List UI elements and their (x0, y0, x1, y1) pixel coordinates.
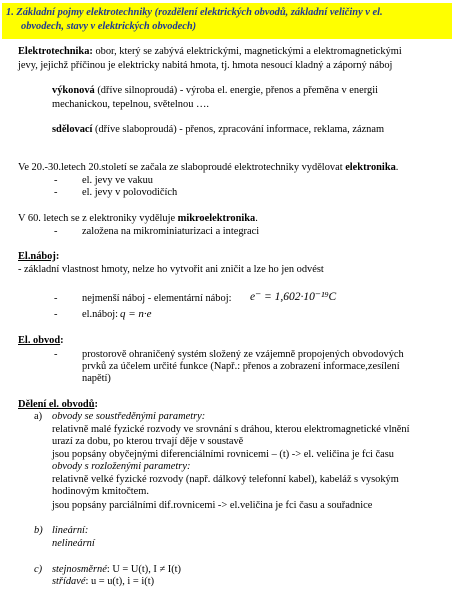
mikroelektronika-dot: . (255, 213, 258, 224)
obvod-line-3: napětí) (82, 373, 111, 384)
deleni-a-title: obvody se soustředěnými parametry: (52, 411, 206, 422)
obvod-title: El. obvod (18, 335, 61, 346)
deleni-a-line-3: jsou popsány obyčejnými diferenciálními rovnicemi – (t) -> el. veličina je fci času (52, 449, 395, 460)
elektrotechnika-term: Elektrotechnika: (18, 46, 93, 57)
deleni-a2-line-1: relativně velké fyzické rozvody (např. dálkový telefonní kabel), kabeláž s vysokým (52, 474, 399, 485)
deleni-title-line (18, 399, 98, 411)
elektronika-item-1: el. jevy ve vakuu (82, 175, 153, 186)
sdelovaci-term: sdělovací (52, 124, 93, 135)
obvod-line-2: prvků za účelem určité funkce (Např.: přenos a zobrazení informace,zesílení (82, 361, 400, 372)
deleni-a-line-2: urazí za dobu, po kterou trvají děje v soustavě (52, 436, 244, 447)
deleni-b-label: b) (34, 525, 43, 536)
vykonova-text: (dříve silnoproudá) - výroba el. energie, přenos a přeměna v energii (94, 85, 378, 96)
elektronika-item-2: el. jevy v polovodičích (82, 187, 178, 198)
deleni-title: Dělení el. obvodů (18, 399, 95, 410)
deleni-a-line-1: relativně malé fyzické rozvody ve srovnání s dráhou, kterou elektromagnetické vlnění (52, 424, 410, 435)
deleni-a-label: a) (34, 411, 43, 422)
deleni-c-line-1 (52, 564, 181, 576)
elektronika-bullet-2: - (54, 187, 58, 198)
deleni-a2-title: obvody s rozloženými parametry: (52, 461, 191, 472)
naboj-item-1: nejmenší náboj - elementární náboj: (82, 293, 232, 304)
naboj-formula-1: e⁻ = 1,602·10⁻¹⁹C (250, 291, 337, 303)
naboj-line: - základní vlastnost hmoty, nelze ho vytvořit ani zničit a lze ho jen odvést (18, 264, 324, 275)
deleni-a2-line-3: jsou popsány parciálními dif.rovnicemi -> el.veličina je fci času a souřadnice (52, 500, 373, 511)
obvod-colon: : (60, 335, 64, 346)
naboj-colon: : (55, 251, 60, 262)
vykonova-line-1 (52, 85, 378, 97)
naboj-title: El.náboj (18, 251, 56, 262)
mikroelektronika-text: V 60. letech se z elektroniky vyděluje (18, 213, 178, 224)
mikroelektronika-line (18, 213, 258, 225)
deleni-c-label: c) (34, 564, 43, 575)
elektronika-term: elektronika (345, 162, 396, 173)
deleni-c-text-1: : U = U(t), I ≠ I(t) (106, 564, 182, 575)
mikroelektronika-term: mikroelektronika (177, 213, 256, 224)
mikroelektronika-bullet: - (54, 226, 58, 237)
deleni-b-line-2: nelineární (52, 538, 95, 549)
sdelovaci-text: (dříve slaboproudá) - přenos, zpracování informace, reklama, záznam (92, 124, 385, 135)
deleni-c-term-2: střídavé (52, 576, 86, 587)
elektrotechnika-line-1 (18, 46, 402, 58)
vykonova-term: výkonová (52, 85, 95, 96)
elektronika-line (18, 162, 398, 174)
heading-line-1: 1. Základní pojmy elektrotechniky (rozdělení elektrických obvodů, základní veličiny v el. (6, 7, 383, 18)
deleni-c-text-2: : u = u(t), i = i(t) (85, 576, 155, 587)
elektrotechnika-line-2: jevy, jejichž příčinou je elektricky nabitá hmota, tj. hmota nesoucí kladný a záporný náboj (18, 60, 393, 71)
deleni-b-line-1: lineární: (52, 525, 89, 536)
obvod-line-1: prostorově ohraničený systém složený ze vzájemně propojených obvodových (82, 349, 404, 360)
mikroelektronika-item: založena na mikrominiaturizaci a integraci (82, 226, 260, 237)
elektronika-text: Ve 20.-30.letech 20.století se začala ze slaboproudé elektrotechniky vydělovat (18, 162, 346, 173)
naboj-item-2: el.náboj: (82, 309, 119, 320)
naboj-title-line (18, 251, 59, 263)
deleni-c-line-2 (52, 576, 154, 588)
elektronika-dot: . (395, 162, 399, 173)
heading-line-2: obvodech, stavy v elektrických obvodech) (21, 21, 197, 32)
obvod-title-line (18, 335, 64, 347)
sdelovaci-line (52, 124, 384, 136)
vykonova-line-2: mechanickou, tepelnou, světelnou …. (52, 99, 209, 110)
deleni-a2-line-2: hodinovým kmitočtem. (52, 486, 149, 497)
deleni-c-term-1: stejnosměrné (52, 564, 107, 575)
section-heading (2, 3, 452, 39)
naboj-bullet-2: - (54, 309, 58, 320)
deleni-colon: : (94, 399, 98, 410)
obvod-bullet: - (54, 349, 58, 360)
elektrotechnika-text-1: obor, který se zabývá elektrickými, magnetickými a elektromagnetickými (92, 46, 402, 57)
naboj-bullet-1: - (54, 293, 58, 304)
naboj-formula-2: q = n·e (120, 308, 152, 320)
elektronika-bullet-1: - (54, 175, 58, 186)
